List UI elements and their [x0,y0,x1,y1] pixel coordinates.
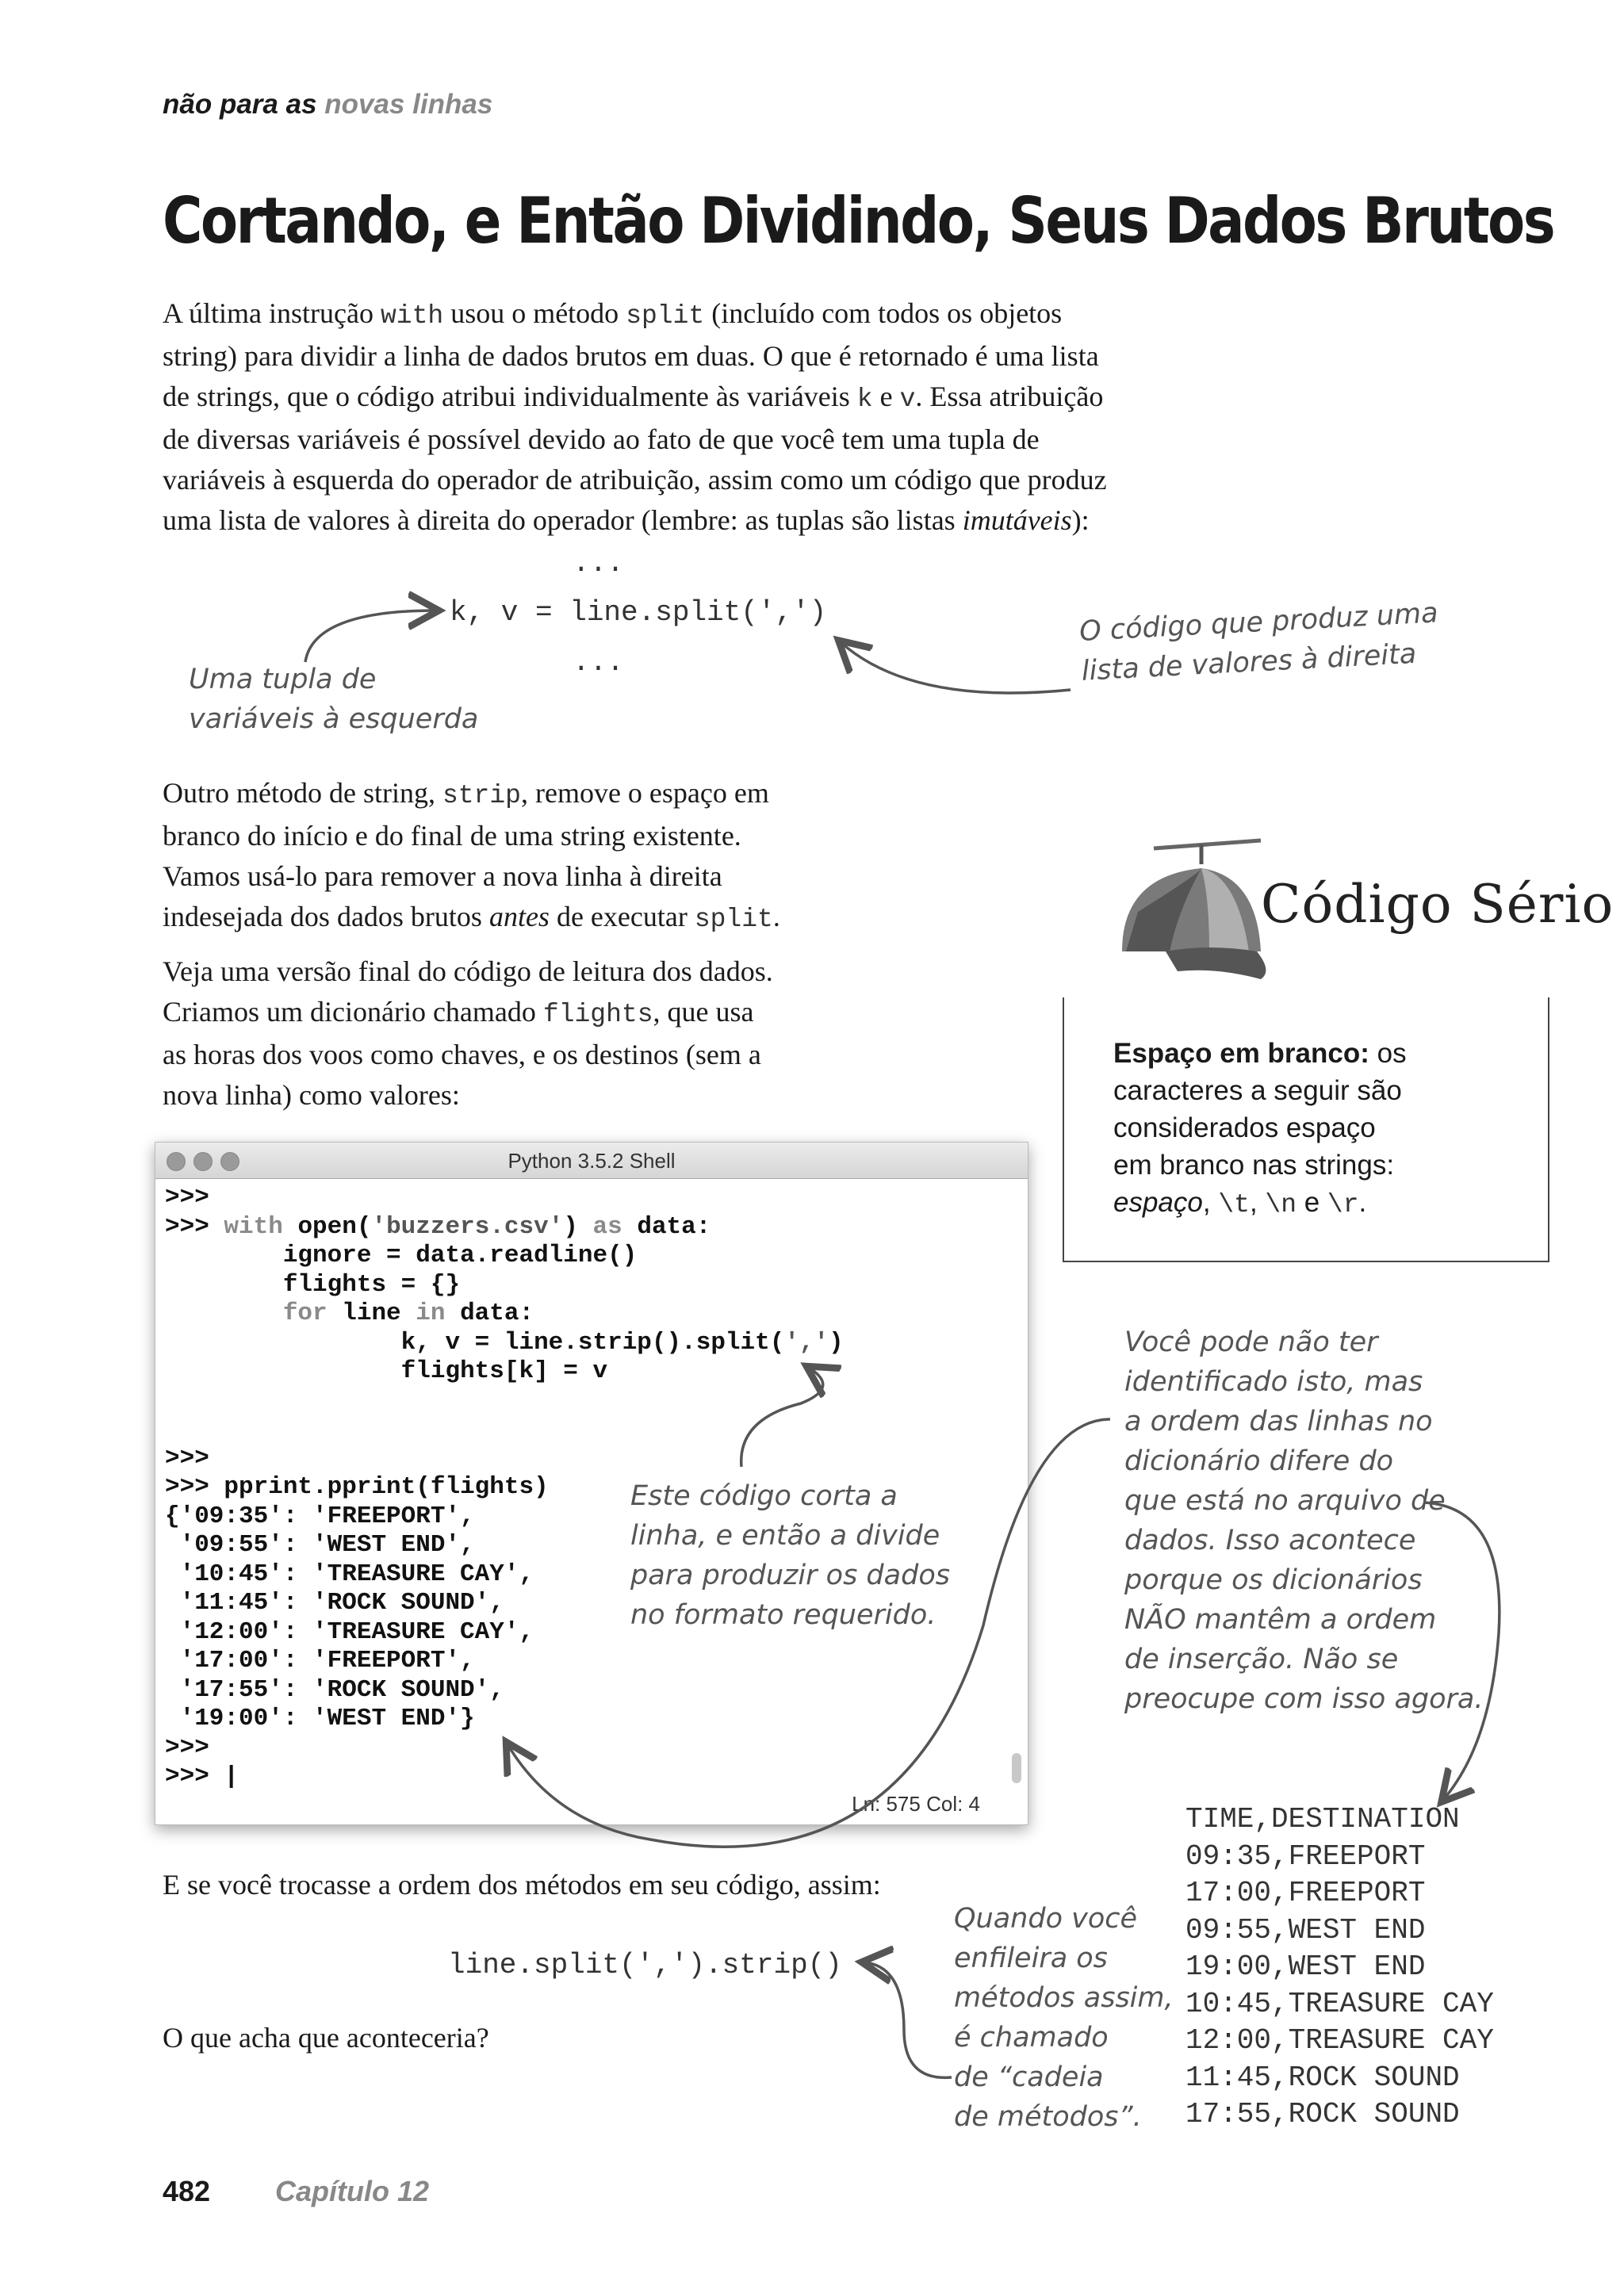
serious-code-title: Código Sério [1261,874,1614,935]
serious-code-text: Espaço em branco: os caracteres a seguir são considerados espaço em branco nas strings: espaço, \t, \n e \r. [1113,1038,1407,1219]
note-code-right: O código que produz uma lista de valores à direita [1078,597,1439,687]
question-code: line.split(',').strip() [448,1949,842,1981]
question-ask: O que acha que aconteceria? [163,2022,489,2054]
page-number: 482 [163,2175,211,2207]
running-header-gray: novas linhas [324,89,493,120]
note-chain: Quando você enfileira os métodos assim, é chamado de “cadeia de métodos”. [954,1903,1174,2133]
intro-paragraph: A última instrução with usou o método split (incluído com todos os objetos string) para dividir a linha de dados brutos em duas. O que é retornado é uma lista de strings, que o código atribui individualmente às variáveis k e v. Essa atribuição de diversas variáveis é possível devido ao fato de que você tem uma tupla de variáveis à esquerda do operador de atribuição, assim como um código que produz uma lista de valores à direita do operador (lembre: as tuplas são listas imutáveis): [163,297,1107,536]
arrow-chain [864,1962,952,2077]
csv-file-listing: TIME,DESTINATION 09:35,FREEPORT 17:00,FREEPORT 09:55,WEST END 19:00,WEST END 10:45,TREASURE CAY 12:00,TREASURE CAY 11:45,ROCK SOUND 17:55,ROCK SOUND [1185,1803,1494,2130]
page-title: Cortando, e Então Dividindo, Seus Dados Brutos [163,184,1554,258]
note-order: Você pode não ter identificado isto, mas a ordem das linhas no dicionário difere do que está no arquivo de dados. Isso acontece porque os dicionários NÃO mantêm a ordem de inserção. Não se preocupe com isso agora. [1124,1326,1484,1715]
arrow-cuts [741,1368,823,1467]
shell-status: Ln: 575 Col: 4 [852,1792,980,1816]
snippet-split-line: k, v = line.split(',') [450,596,827,629]
snippet-dots-top: ... [573,547,624,580]
arrow-order-to-csv [1423,1503,1500,1800]
question-text: E se você trocasse a ordem dos métodos em seu código, assim: [163,1869,881,1901]
note-cuts: Este código corta a linha, e então a divide para produzir os dados no formato requerido. [630,1480,950,1631]
note-tuple-left: Uma tupla de variáveis à esquerda [189,664,479,735]
arrow-code-right [841,642,1071,693]
shell-code[interactable]: >>> >>> with open('buzzers.csv') as data: ignore = data.readline() flights = {} for line in data: k, v = line.strip().split(',') flights[k] = v >>> >>> pprint.pprint(flights) {'09:35': 'FREEPORT', '09:55': 'WEST END', '10:45': 'TREASURE CAY', '11:45': 'ROCK SOUND', '12:00': 'TREASURE CAY', '17:00': 'FREEPORT', '17:55': 'ROCK SOUND', '19:00': 'WEST END'} >>> >>> | [165,1184,844,1790]
arrow-order-to-output [508,1419,1110,1847]
running-header-bold: não para as [163,89,317,120]
chapter-label: Capítulo 12 [275,2175,430,2207]
shell-title: Python 3.5.2 Shell [508,1149,676,1173]
final-paragraph: Veja uma versão final do código de leitura dos dados. Criamos um dicionário chamado flights, que usa as horas dos voos como chaves, e os destinos (sem a nova linha) como valores: [163,955,773,1111]
arrow-tuple [305,611,436,662]
strip-paragraph: Outro método de string, strip, remove o espaço em branco do início e do final de uma string existente. Vamos usá-lo para remover a nova linha à direita indesejada dos dados brutos antes de executar split. [163,777,780,934]
snippet-dots-bottom: ... [573,646,624,679]
